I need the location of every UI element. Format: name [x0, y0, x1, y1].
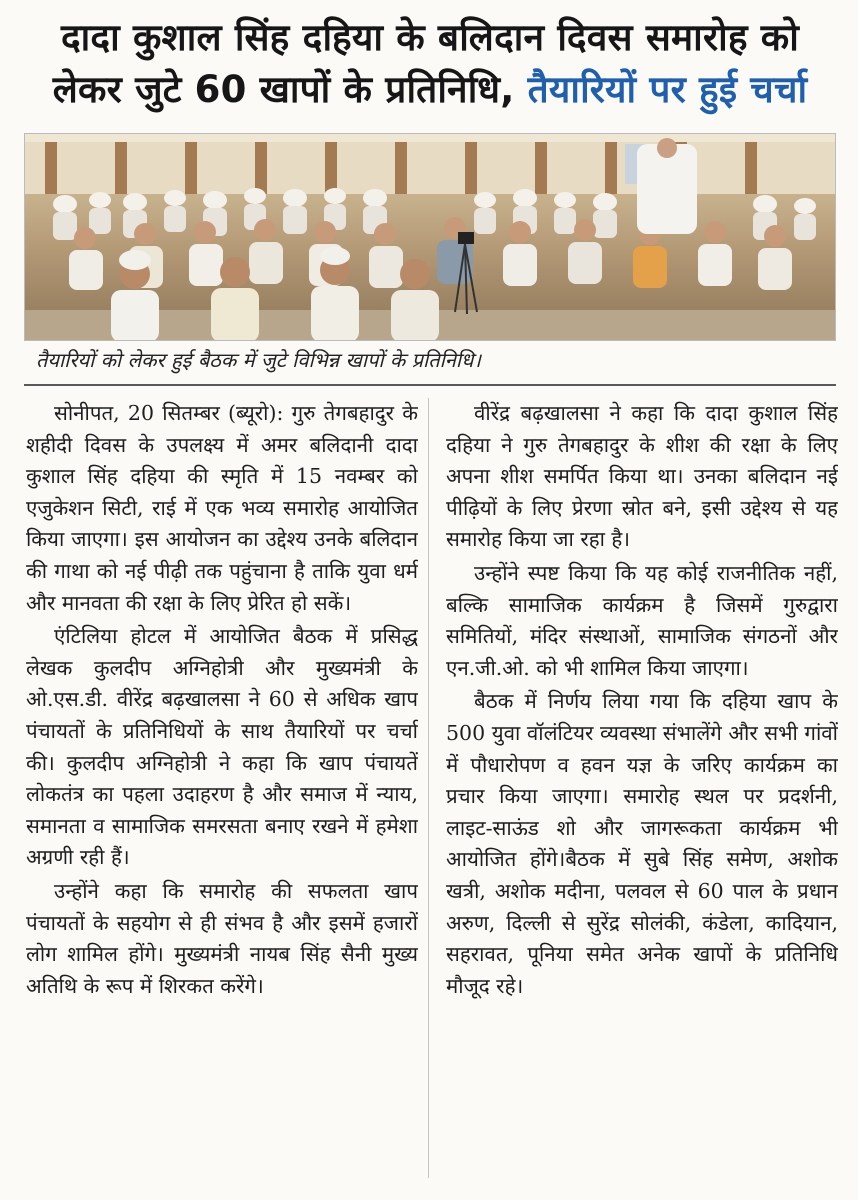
article-column-right — [446, 398, 838, 1188]
article-paragraph: उन्होंने कहा कि समारोह की सफलता खाप पंचायतों के सहयोग से ही संभव है और इसमें हजारों लोग शामिल होंगे। मुख्यमंत्री नायब सिंह सैनी मुख्य अतिथि के रूप में शिरकत करेंगे। — [26, 878, 418, 998]
article-column-left — [26, 398, 418, 1188]
news-photo — [24, 133, 836, 341]
headline-main: दादा कुशाल सिंह दहिया के बलिदान दिवस समारोह को लेकर जुटे 60 खापों के प्रतिनिधि, — [52, 16, 799, 111]
article-paragraph: एंटिलिया होटल में आयोजित बैठक में प्रसिद्ध लेखक कुलदीप अग्निहोत्री और मुख्यमंत्री के ओ.एस.डी. वीरेंद्र बढ़खालसा ने 60 से अधिक खाप पंचायतों के प्रतिनिधियों के साथ तैयारियों पर चर्चा की। कुलदीप अग्निहोत्री ने कहा कि खाप पंचायतें लोकतंत्र का पहला उदाहरण है और समाज में न्याय, समानता व सामाजिक समरसता बनाए रखने में हमेशा अग्रणी रही हैं। — [26, 624, 418, 870]
article-paragraph: वीरेंद्र बढ़खालसा ने कहा कि दादा कुशाल सिंह दहिया ने गुरु तेगबहादुर के शीश की रक्षा के लिए अपना शीश समर्पित किया था। उनका बलिदान नई पीढ़ियों के लिए प्रेरणा स्रोत बने, इसी उद्देश्य से यह समारोह किया जा रहा है। — [446, 401, 838, 552]
meeting-hall-illustration — [25, 134, 836, 341]
article-paragraph: बैठक में निर्णय लिया गया कि दहिया खाप के 500 युवा वॉलंटियर व्यवस्था संभालेंगे और सभी गांवों में पौधारोपण व हवन यज्ञ के जरिए कार्यक्रम का प्रचार किया जाएगा। समारोह स्थल पर प्रदर्शनी, लाइट-साऊंड शो और जागरूकता कार्यक्रम भी आयोजित होंगे।बैठक में सुबे सिंह समेण, अशोक खत्री, अशोक मदीना, पलवल से 60 पाल के प्रधान अरुण, दिल्ली से सुरेंद्र सोलंकी, कंडेला, कादियान, सहरावत, पूनिया समेत अनेक खापों के प्रतिनिधि मौजूद रहे। — [446, 689, 838, 998]
headline-accent: तैयारियों पर हुई चर्चा — [527, 68, 808, 111]
article-paragraph: उन्होंने स्पष्ट किया कि यह कोई राजनीतिक नहीं, बल्कि सामाजिक कार्यक्रम है जिसमें गुरुद्वारा समितियों, मंदिर संस्थाओं, सामाजिक संगठनों और एन.जी.ओ. को भी शामिल किया जाएगा। — [446, 560, 838, 680]
headline — [22, 12, 838, 116]
photo-caption: तैयारियों को लेकर हुई बैठक में जुटे विभिन्न खापों के प्रतिनिधि। — [36, 348, 481, 372]
caption-divider — [24, 384, 836, 386]
column-divider — [428, 398, 429, 1178]
article-paragraph: सोनीपत, 20 सितम्बर (ब्यूरो): गुरु तेगबहादुर के शहीदी दिवस के उपलक्ष्य में अमर बलिदानी दादा कुशाल सिंह दहिया की स्मृति में 15 नवम्बर को एजुकेशन सिटी, राई में एक भव्य समारोह आयोजित किया जाएगा। इस आयोजन का उद्देश्य उनके बलिदान की गाथा को नई पीढ़ी तक पहुंचाना है ताकि युवा धर्म और मानवता की रक्षा के लिए प्रेरित हो सकें। — [26, 401, 418, 615]
